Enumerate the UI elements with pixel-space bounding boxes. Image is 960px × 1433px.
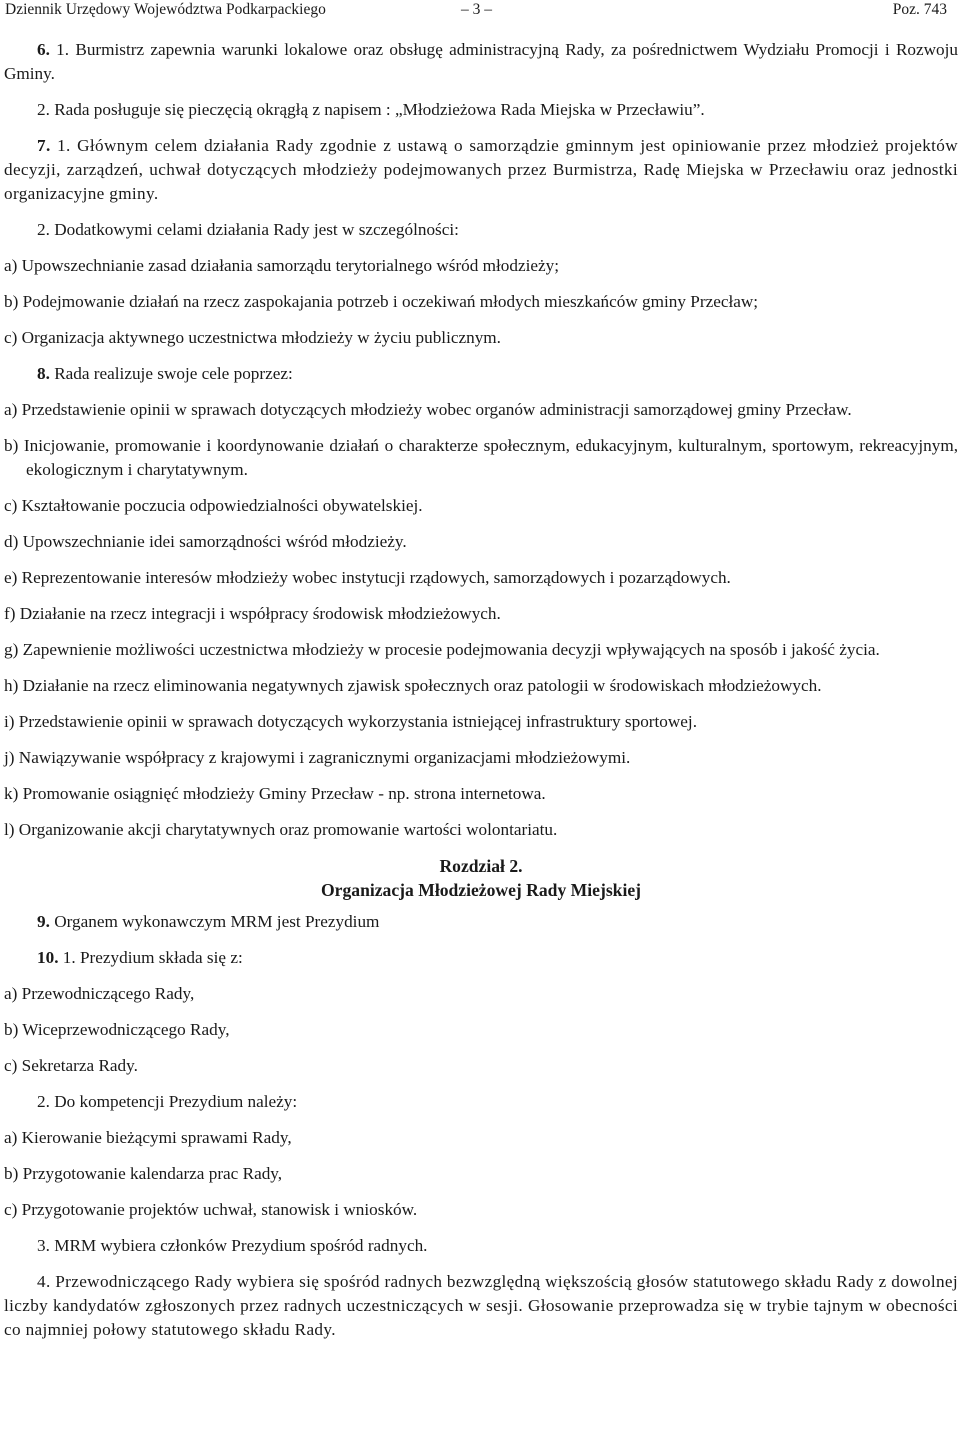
list-item: c) Przygotowanie projektów uchwał, stanowisk i wniosków.	[4, 1200, 418, 1219]
chapter-number: Rozdział 2.	[439, 856, 523, 876]
paragraph-7-2: 2. Dodatkowymi celami działania Rady jest w szczególności:	[37, 220, 459, 239]
list-item: l) Organizowanie akcji charytatywnych oraz promowanie wartości wolontariatu.	[4, 820, 558, 839]
section-number: 7.	[37, 136, 51, 155]
list-item: i) Przedstawienie opinii w sprawach dotyczących wykorzystania istniejącej infrastruktury sportowej.	[4, 712, 698, 731]
section-number: 9.	[37, 912, 50, 931]
paragraph-text: 1. Prezydium składa się z:	[58, 948, 243, 967]
paragraph-10-4: 4. Przewodniczącego Rady wybiera się spośród radnych bezwzględną większością głosów statutowego składu Rady z dowolnej liczby kandydatów zgłoszonych przez radnych uczestniczących w sesji. Głosowanie przeprowadza się w trybie tajnym w obecności co najmniej połowy statutowego składu Rady.	[4, 1272, 958, 1339]
paragraph-7	[4, 134, 958, 206]
paragraph-text: 1. Burmistrz zapewnia warunki lokalowe oraz obsługę administracyjną Rady, za pośrednictwem Wydziału Promocji i Rozwoju Gminy.	[4, 40, 958, 83]
list-item: g) Zapewnienie możliwości uczestnictwa młodzieży w procesie podejmowania decyzji wpływających na sposób i jakość życia.	[4, 640, 880, 659]
list-item: j) Nawiązywanie współpracy z krajowymi i zagranicznymi organizacjami młodzieżowymi.	[4, 748, 631, 767]
paragraph-6	[4, 38, 958, 86]
list-item: a) Upowszechnianie zasad działania samorządu terytorialnego wśród młodzieży;	[4, 256, 560, 275]
paragraph-6-2: 2. Rada posługuje się pieczęcią okrągłą z napisem : „Młodzieżowa Rada Miejska w Przecławiu”.	[37, 100, 705, 119]
list-item: b) Przygotowanie kalendarza prac Rady,	[4, 1164, 283, 1183]
document-body	[4, 38, 958, 1354]
list-item: f) Działanie na rzecz integracji i współpracy środowisk młodzieżowych.	[4, 604, 501, 623]
list-item: h) Działanie na rzecz eliminowania negatywnych zjawisk społecznych oraz patologii w środowiskach młodzieżowych.	[4, 676, 822, 695]
list-item: e) Reprezentowanie interesów młodzieży wobec instytucji rządowych, samorządowych i pozarządowych.	[4, 568, 731, 587]
list-item: a) Kierowanie bieżącymi sprawami Rady,	[4, 1128, 292, 1147]
paragraph-10-3: 3. MRM wybiera członków Prezydium spośród radnych.	[37, 1236, 428, 1255]
paragraph-10	[4, 946, 958, 970]
paragraph-10-2: 2. Do kompetencji Prezydium należy:	[37, 1092, 298, 1111]
section-number: 8.	[37, 364, 50, 383]
paragraph-text: Rada realizuje swoje cele poprzez:	[49, 364, 293, 383]
list-item: c) Organizacja aktywnego uczestnictwa młodzieży w życiu publicznym.	[4, 328, 501, 347]
list-item: c) Kształtowanie poczucia odpowiedzialności obywatelskiej.	[4, 496, 423, 515]
page-header	[5, 0, 955, 20]
paragraph-9	[4, 910, 958, 934]
list-item: c) Sekretarza Rady.	[4, 1056, 138, 1075]
section-number: 6.	[37, 40, 50, 59]
section-number: 10.	[37, 948, 59, 967]
list-item: b) Wiceprzewodniczącego Rady,	[4, 1020, 230, 1039]
list-item: k) Promowanie osiągnięć młodzieży Gminy Przecław - np. strona internetowa.	[4, 784, 546, 803]
list-item: a) Przewodniczącego Rady,	[4, 984, 195, 1003]
paragraph-text: 1. Głównym celem działania Rady zgodnie z ustawą o samorządzie gminnym jest opiniowanie przez młodzież projektów decyzji, zarządzeń, uchwał dotyczących młodzieży podejmowanych przez Burmistrza, Radę Miejska w Przecławiu oraz jednostki organizacyjne gminy.	[4, 136, 958, 203]
journal-title: Dziennik Urzędowy Województwa Podkarpackiego	[5, 1, 326, 18]
chapter-heading	[4, 854, 958, 902]
paragraph-8	[4, 362, 958, 386]
paragraph-text: Organem wykonawczym MRM jest Prezydium	[49, 912, 380, 931]
list-item: b) Podejmowanie działań na rzecz zaspokajania potrzeb i oczekiwań młodych mieszkańców gminy Przecław;	[4, 292, 759, 311]
chapter-title: Organizacja Młodzieżowej Rady Miejskiej	[320, 880, 642, 900]
list-item: b) Inicjowanie, promowanie i koordynowanie działań o charakterze społecznym, edukacyjnym, kulturalnym, sportowym, rekreacyjnym, ekologicznym i charytatywnym.	[4, 436, 958, 479]
list-item: d) Upowszechnianie idei samorządności wśród młodzieży.	[4, 532, 407, 551]
list-item: a) Przedstawienie opinii w sprawach dotyczących młodzieży wobec organów administracji samorządowej gminy Przecław.	[4, 400, 852, 419]
page-number: – 3 –	[461, 1, 492, 18]
position-number: Poz. 743	[892, 1, 947, 18]
